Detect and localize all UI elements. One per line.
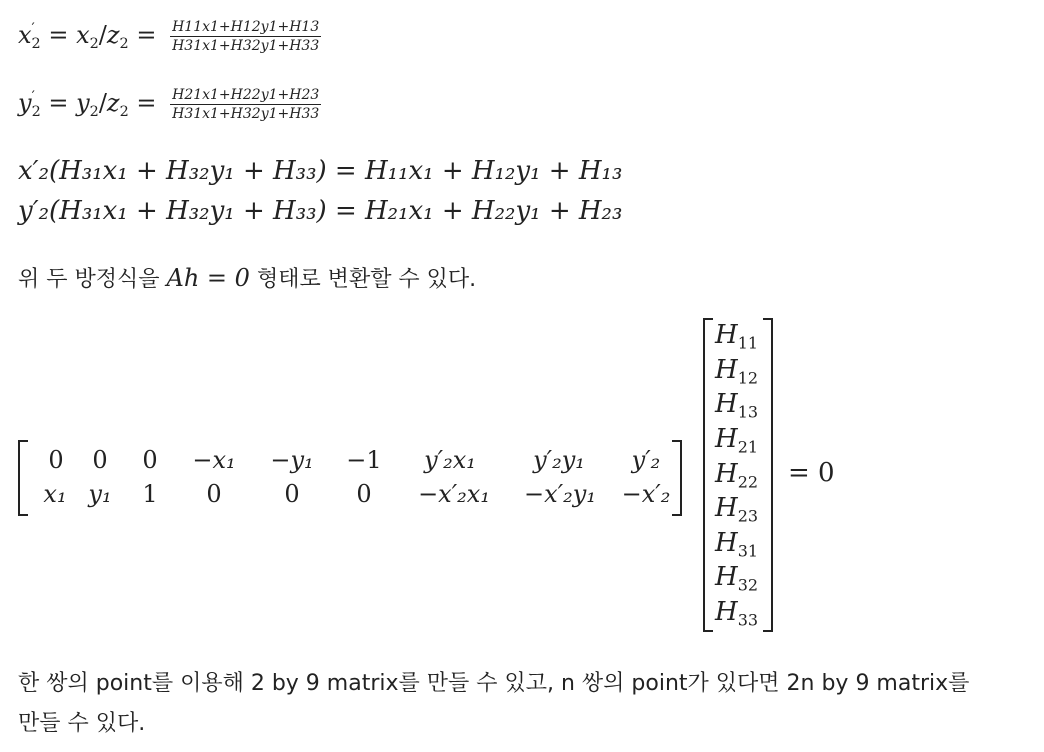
vector-entry: $H_{21}$ — [715, 424, 759, 457]
vector-left-bracket — [703, 318, 713, 632]
matrix-cell: 0 — [92, 446, 108, 474]
vector-entry: $H_{31}$ — [715, 528, 759, 561]
paragraph-line-2: 만들 수 있다. — [18, 711, 146, 736]
matrix-cell: −y₁ — [270, 446, 314, 474]
vector-entry: $H_{13}$ — [715, 389, 759, 422]
fraction-x2 — [170, 20, 321, 53]
equation-line-4: y′₂(H₃₁x₁ + H₃₂y₁ + H₃₃) = H₂₁x₁ + H₂₂y₁ + H₂₃ — [18, 196, 623, 226]
matrix-cell: 0 — [356, 480, 372, 508]
matrix-cell: y′₂y₁ — [533, 446, 585, 474]
matrix-cell: 0 — [206, 480, 222, 508]
matrix-cell: 1 — [142, 480, 158, 508]
equation-line-1: x′ $2 = x_2/z_2$ = $\frac{H11x1+H12y1+H13}{H31x1+H32y1+H33}$ — [18, 19, 320, 54]
matrix-cell: −x′₂ — [621, 480, 671, 508]
matrix-cell: y′₂x₁ — [424, 446, 476, 474]
matrix-cell: −1 — [346, 446, 382, 474]
vector-right-bracket — [763, 318, 773, 632]
matrix-cell: y₁ — [88, 480, 112, 508]
vector-entry: $H_{23}$ — [715, 493, 759, 526]
matrix-cell: −x₁ — [192, 446, 236, 474]
equation-line-3: x′₂(H₃₁x₁ + H₃₂y₁ + H₃₃) = H₁₁x₁ + H₁₂y₁ + H₁₃ — [18, 156, 623, 186]
fraction-numerator: H21x1+H22y1+H23 — [172, 87, 320, 103]
matrix-cell: 0 — [142, 446, 158, 474]
homography-vector — [703, 318, 773, 632]
paragraph-line-1: 한 쌍의 point를 이용해 2 by 9 matrix를 만들 수 있고, n 쌍의 point가 있다면 2n by 9 matrix를 — [18, 671, 970, 696]
fraction-numerator: H11x1+H12y1+H13 — [172, 19, 320, 35]
vector-entry: $H_{12}$ — [715, 355, 759, 388]
sentence-transform — [18, 262, 476, 293]
matrix-cell: −x′₂x₁ — [418, 480, 490, 508]
sentence-post: 형태로 변환할 수 있다. — [256, 267, 477, 292]
matrix-cell: x₁ — [43, 480, 67, 508]
fraction-denominator: H31x1+H32y1+H33 — [172, 106, 320, 122]
vector-entry: $H_{32}$ — [715, 562, 759, 595]
fraction-denominator: H31x1+H32y1+H33 — [172, 38, 320, 54]
matrix-cell: −x′₂y₁ — [524, 480, 596, 508]
vector-entry: $H_{22}$ — [715, 459, 759, 492]
fraction-y2 — [170, 88, 321, 121]
vector-entry: $H_{11}$ — [715, 320, 759, 353]
coefficient-matrix — [18, 440, 688, 516]
matrix-cell: y′₂ — [631, 446, 661, 474]
matrix-left-bracket — [18, 440, 28, 516]
equation-line-2: y′ $2 = y_2/z_2$ = $\frac{H21x1+H22y1+H23}{H31x1+H32y1+H33}$ — [18, 87, 320, 122]
matrix-cell: 0 — [48, 446, 64, 474]
sentence-math: Ah = 0 — [166, 264, 250, 292]
equals-zero: = 0 — [788, 458, 835, 488]
vector-entry: $H_{33}$ — [715, 597, 759, 630]
sentence-pre: 위 두 방정식을 — [18, 267, 160, 292]
matrix-cell: 0 — [284, 480, 300, 508]
